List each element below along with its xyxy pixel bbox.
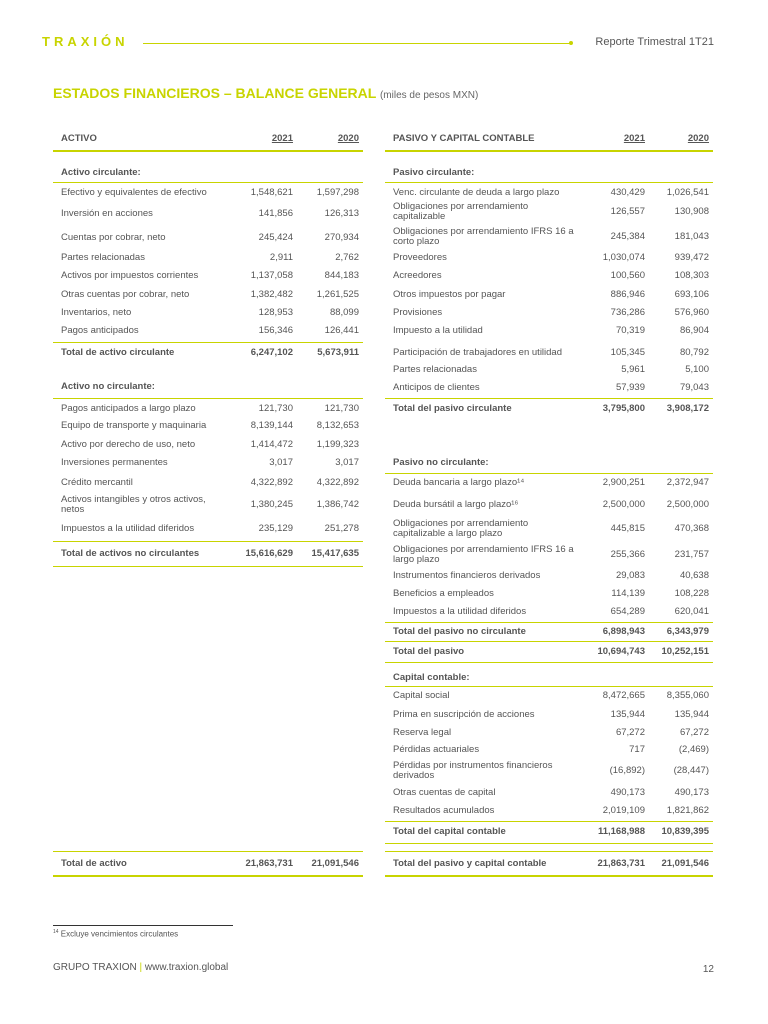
footnote-marker: 14 xyxy=(53,929,59,935)
row-value-2021: 3,017 xyxy=(269,457,293,468)
row-value-2021: 1,380,245 xyxy=(250,499,293,510)
table-row xyxy=(53,417,363,435)
capital-title xyxy=(385,670,713,686)
row-value-2020: (28,447) xyxy=(673,765,709,776)
row-label: Total de activo xyxy=(61,858,127,869)
row-value-2021: 121,730 xyxy=(258,403,293,414)
row-label: Impuestos a la utilidad diferidos xyxy=(61,523,195,534)
row-value-2021: 1,414,472 xyxy=(250,439,293,450)
row-value-2020: 80,792 xyxy=(679,347,709,358)
section-label: Pasivo circulante: xyxy=(393,167,475,178)
row-value-2020: 2,500,000 xyxy=(666,499,709,510)
row-value-2020: 470,368 xyxy=(674,523,709,534)
row-value-2021: 2,019,109 xyxy=(602,805,645,816)
table-row xyxy=(53,184,363,202)
row-label: Obligaciones por arrendamiento IFRS 16 a corto plazo xyxy=(393,226,574,247)
row-value-2020: 121,730 xyxy=(324,403,359,414)
row-value-2020: 1,821,862 xyxy=(666,805,709,816)
row-value-2021: 21,863,731 xyxy=(245,858,293,869)
table-row xyxy=(385,603,713,621)
footer-separator: | xyxy=(139,962,143,973)
row-value-2021: 70,319 xyxy=(615,325,645,336)
row-label: Prima en suscripción de acciones xyxy=(393,709,535,720)
row-label: Pagos anticipados xyxy=(61,325,139,336)
total-row xyxy=(385,623,713,641)
section-label: Activo no circulante: xyxy=(61,381,155,392)
row-label: Pérdidas actuariales xyxy=(393,744,480,755)
activo-header-year-2020: 2020 xyxy=(337,133,359,144)
table-row xyxy=(53,474,363,492)
total-row xyxy=(53,344,363,362)
traxion-logo: TRAXIÓN xyxy=(42,34,129,49)
row-label: Provisiones xyxy=(393,307,443,318)
row-value-2020: 135,944 xyxy=(674,709,709,720)
row-value-2021: 100,560 xyxy=(610,270,645,281)
row-label: Total del capital contable xyxy=(393,826,506,837)
row-value-2020: 2,372,947 xyxy=(666,477,709,488)
table-row xyxy=(53,229,363,247)
row-value-2020: 490,173 xyxy=(674,787,709,798)
row-label: Reserva legal xyxy=(393,727,452,738)
table-row xyxy=(385,758,713,784)
activo-header-year-2021: 2021 xyxy=(271,133,293,144)
table-row xyxy=(385,542,713,568)
table-row xyxy=(385,267,713,285)
row-value-2021: 67,272 xyxy=(615,727,645,738)
row-label: Otras cuentas de capital xyxy=(393,787,496,798)
total-row xyxy=(53,544,363,564)
divider xyxy=(53,150,363,152)
footnote-text: Excluye vencimientos circulantes xyxy=(60,929,179,939)
divider xyxy=(385,150,713,152)
divider xyxy=(53,342,363,343)
row-label: Acreedores xyxy=(393,270,442,281)
row-value-2020: 8,132,653 xyxy=(316,420,359,431)
row-label: Deuda bancaria a largo plazo¹⁴ xyxy=(393,477,525,488)
divider xyxy=(53,398,363,399)
row-value-2021: 135,944 xyxy=(610,709,645,720)
row-label: Obligaciones por arrendamiento capitalizable a largo plazo xyxy=(393,518,529,539)
table-row xyxy=(385,687,713,705)
row-label: Pagos anticipados a largo plazo xyxy=(61,403,196,414)
row-value-2021: 5,961 xyxy=(621,364,645,375)
row-label: Participación de trabajadores en utilidad xyxy=(393,347,562,358)
row-value-2021: 156,346 xyxy=(258,325,293,336)
row-label: Impuestos a la utilidad diferidos xyxy=(393,606,527,617)
row-label: Beneficios a empleados xyxy=(393,588,494,599)
activo-circulante-title xyxy=(53,165,363,181)
table-row xyxy=(385,361,713,379)
table-row xyxy=(385,474,713,492)
row-label: Proveedores xyxy=(393,252,447,263)
row-value-2021: 128,953 xyxy=(258,307,293,318)
table-row xyxy=(385,225,713,249)
row-label: Partes relacionadas xyxy=(61,252,145,263)
row-value-2021: 6,898,943 xyxy=(602,626,645,637)
table-row xyxy=(53,322,363,340)
table-row xyxy=(53,400,363,418)
row-value-2020: 79,043 xyxy=(679,382,709,393)
row-value-2020: 21,091,546 xyxy=(661,858,709,869)
row-value-2021: 245,424 xyxy=(258,232,293,243)
row-label: Instrumentos financieros derivados xyxy=(393,570,541,581)
table-row xyxy=(385,286,713,304)
row-value-2020: 15,417,635 xyxy=(311,548,359,559)
row-value-2020: 8,355,060 xyxy=(666,690,709,701)
row-label: Inversión en acciones xyxy=(61,208,153,219)
row-value-2021: 10,694,743 xyxy=(597,646,645,657)
divider xyxy=(53,851,363,852)
table-row xyxy=(385,496,713,514)
row-value-2021: 245,384 xyxy=(610,231,645,242)
row-value-2020: 6,343,979 xyxy=(666,626,709,637)
row-label: Obligaciones por arrendamiento capitalizable xyxy=(393,201,529,222)
row-value-2020: 108,228 xyxy=(674,588,709,599)
row-value-2021: 235,129 xyxy=(258,523,293,534)
row-label: Otras cuentas por cobrar, neto xyxy=(61,289,190,300)
row-value-2021: 11,168,988 xyxy=(597,826,645,837)
row-value-2020: 88,099 xyxy=(329,307,359,318)
divider xyxy=(385,662,713,663)
page-number: 12 xyxy=(702,964,714,975)
divider xyxy=(385,843,713,844)
row-value-2020: 939,472 xyxy=(674,252,709,263)
row-label: Total del pasivo y capital contable xyxy=(393,858,547,869)
row-value-2021: 15,616,629 xyxy=(245,548,293,559)
row-value-2021: 1,548,621 xyxy=(250,187,293,198)
row-value-2021: 1,030,074 xyxy=(602,252,645,263)
table-row xyxy=(53,205,363,223)
row-value-2021: 126,557 xyxy=(610,206,645,217)
row-value-2020: 126,441 xyxy=(324,325,359,336)
row-value-2020: (2,469) xyxy=(678,744,709,755)
row-label: Efectivo y equivalentes de efectivo xyxy=(61,187,207,198)
row-label: Cuentas por cobrar, neto xyxy=(61,232,166,243)
row-label: Equipo de transporte y maquinaria xyxy=(61,420,207,431)
row-label: Capital social xyxy=(393,690,450,701)
table-row xyxy=(385,379,713,397)
activo-no-circulante-title xyxy=(53,379,363,395)
table-row xyxy=(385,322,713,340)
row-label: Total del pasivo no circulante xyxy=(393,626,526,637)
row-value-2021: 6,247,102 xyxy=(250,347,293,358)
table-row xyxy=(53,286,363,304)
total-pasivo-row xyxy=(385,643,713,661)
row-value-2020: 1,597,298 xyxy=(316,187,359,198)
divider xyxy=(53,566,363,567)
row-value-2021: 21,863,731 xyxy=(597,858,645,869)
divider xyxy=(385,641,713,642)
row-label: Partes relacionadas xyxy=(393,364,477,375)
row-value-2020: 3,017 xyxy=(335,457,359,468)
row-value-2021: 3,795,800 xyxy=(602,403,645,414)
row-label: Deuda bursátil a largo plazo¹⁶ xyxy=(393,499,519,510)
row-label: Total de activos no circulantes xyxy=(61,548,200,559)
row-value-2020: 21,091,546 xyxy=(311,858,359,869)
row-label: Total del pasivo circulante xyxy=(393,403,512,414)
row-value-2021: (16,892) xyxy=(609,765,645,776)
row-value-2021: 654,289 xyxy=(610,606,645,617)
row-value-2020: 181,043 xyxy=(674,231,709,242)
footer-url-link[interactable]: www.traxion.global xyxy=(144,962,229,973)
row-value-2020: 10,839,395 xyxy=(661,826,709,837)
row-value-2021: 8,139,144 xyxy=(250,420,293,431)
row-value-2020: 3,908,172 xyxy=(666,403,709,414)
row-label: Venc. circulante de deuda a largo plazo xyxy=(393,187,560,198)
row-label: Crédito mercantil xyxy=(61,477,133,488)
row-value-2021: 2,911 xyxy=(269,252,293,263)
row-value-2021: 2,900,251 xyxy=(602,477,645,488)
row-value-2020: 2,762 xyxy=(335,252,359,263)
pasivo-circulante-title xyxy=(385,165,713,181)
row-label: Impuesto a la utilidad xyxy=(393,325,483,336)
table-row xyxy=(53,436,363,454)
row-label: Resultados acumulados xyxy=(393,805,495,816)
row-value-2021: 4,322,892 xyxy=(250,477,293,488)
divider xyxy=(385,875,713,877)
table-row xyxy=(385,516,713,542)
section-label: Activo circulante: xyxy=(61,167,141,178)
row-value-2021: 490,173 xyxy=(610,787,645,798)
row-label: Activos por impuestos corrientes xyxy=(61,270,199,281)
table-row xyxy=(385,304,713,322)
row-value-2021: 114,139 xyxy=(611,588,645,599)
row-value-2020: 1,199,323 xyxy=(316,439,359,450)
row-value-2020: 620,041 xyxy=(674,606,709,617)
page-title-units: (miles de pesos MXN) xyxy=(379,90,479,101)
row-value-2020: 844,183 xyxy=(324,270,359,281)
divider xyxy=(53,875,363,877)
section-label: Capital contable: xyxy=(393,672,470,683)
row-value-2020: 1,261,525 xyxy=(316,289,359,300)
row-value-2020: 108,303 xyxy=(674,270,709,281)
row-value-2020: 126,313 xyxy=(324,208,359,219)
row-value-2020: 270,934 xyxy=(324,232,359,243)
header-rule-dot xyxy=(569,41,573,45)
row-value-2021: 255,366 xyxy=(610,549,645,560)
divider xyxy=(53,541,363,542)
row-value-2021: 2,500,000 xyxy=(602,499,645,510)
activo-header-row xyxy=(53,128,363,150)
row-value-2020: 1,026,541 xyxy=(666,187,709,198)
page-title-main: ESTADOS FINANCIEROS – BALANCE GENERAL xyxy=(53,85,377,101)
row-value-2021: 1,137,058 xyxy=(250,270,293,281)
row-value-2020: 1,386,742 xyxy=(316,499,359,510)
total-row xyxy=(385,400,713,418)
table-row xyxy=(53,267,363,285)
footnote-rule xyxy=(53,925,233,926)
footer-company-name: GRUPO TRAXION xyxy=(53,962,137,973)
header-rule xyxy=(143,43,571,44)
total-pasivo-capital-row xyxy=(385,854,713,874)
table-row xyxy=(385,724,713,742)
row-value-2021: 736,286 xyxy=(610,307,645,318)
row-label: Total del pasivo xyxy=(393,646,465,657)
row-value-2020: 693,106 xyxy=(674,289,709,300)
report-title: Reporte Trimestral 1T21 xyxy=(595,36,714,48)
table-row xyxy=(53,304,363,322)
footer-company xyxy=(53,962,228,973)
table-row xyxy=(385,344,713,362)
pasivo-no-circulante-title xyxy=(385,455,713,471)
table-row xyxy=(53,520,363,538)
row-value-2021: 886,946 xyxy=(610,289,645,300)
row-value-2020: 576,960 xyxy=(674,307,709,318)
section-label: Pasivo no circulante: xyxy=(393,457,489,468)
row-value-2021: 8,472,665 xyxy=(602,690,645,701)
table-row xyxy=(53,454,363,472)
pasivo-header-year-2020: 2020 xyxy=(687,133,709,144)
row-label: Total de activo circulante xyxy=(61,347,175,358)
row-value-2020: 130,908 xyxy=(674,206,709,217)
row-value-2021: 1,382,482 xyxy=(250,289,293,300)
row-value-2021: 717 xyxy=(629,744,645,755)
row-value-2021: 29,083 xyxy=(615,570,645,581)
table-row xyxy=(385,249,713,267)
table-row xyxy=(385,567,713,585)
activo-header-label: ACTIVO xyxy=(61,133,97,144)
row-label: Inversiones permanentes xyxy=(61,457,168,468)
table-row xyxy=(385,741,713,759)
footnote xyxy=(53,929,178,939)
row-label: Inventarios, neto xyxy=(61,307,132,318)
row-value-2021: 445,815 xyxy=(610,523,645,534)
page-title xyxy=(53,85,478,101)
row-label: Pérdidas por instrumentos financieros derivados xyxy=(393,760,553,781)
table-row xyxy=(385,784,713,802)
pasivo-header-row xyxy=(385,128,713,150)
row-value-2020: 231,757 xyxy=(674,549,709,560)
total-capital-row xyxy=(385,822,713,842)
row-value-2020: 10,252,151 xyxy=(661,646,709,657)
table-row xyxy=(385,200,713,224)
divider xyxy=(53,182,363,183)
row-label: Otros impuestos por pagar xyxy=(393,289,506,300)
divider xyxy=(385,182,713,183)
row-label: Activos intangibles y otros activos, netos xyxy=(61,494,206,515)
table-row xyxy=(53,492,363,518)
row-value-2021: 57,939 xyxy=(615,382,645,393)
total-activo-row xyxy=(53,854,363,874)
row-value-2020: 251,278 xyxy=(324,523,359,534)
row-value-2021: 430,429 xyxy=(610,187,645,198)
row-value-2020: 67,272 xyxy=(679,727,709,738)
divider xyxy=(385,851,713,852)
table-row xyxy=(53,249,363,267)
pasivo-header-label: PASIVO Y CAPITAL CONTABLE xyxy=(393,133,535,144)
row-value-2020: 86,904 xyxy=(679,325,709,336)
row-label: Anticipos de clientes xyxy=(393,382,480,393)
row-value-2020: 5,100 xyxy=(685,364,709,375)
table-row xyxy=(385,706,713,724)
row-value-2021: 141,856 xyxy=(258,208,293,219)
row-value-2020: 5,673,911 xyxy=(317,347,359,358)
row-label: Activo por derecho de uso, neto xyxy=(61,439,196,450)
row-label: Obligaciones por arrendamiento IFRS 16 a largo plazo xyxy=(393,544,574,565)
row-value-2020: 4,322,892 xyxy=(316,477,359,488)
pasivo-header-year-2021: 2021 xyxy=(623,133,645,144)
table-row xyxy=(385,802,713,820)
row-value-2020: 40,638 xyxy=(679,570,709,581)
table-row xyxy=(385,585,713,603)
row-value-2021: 105,345 xyxy=(610,347,645,358)
divider xyxy=(385,398,713,399)
